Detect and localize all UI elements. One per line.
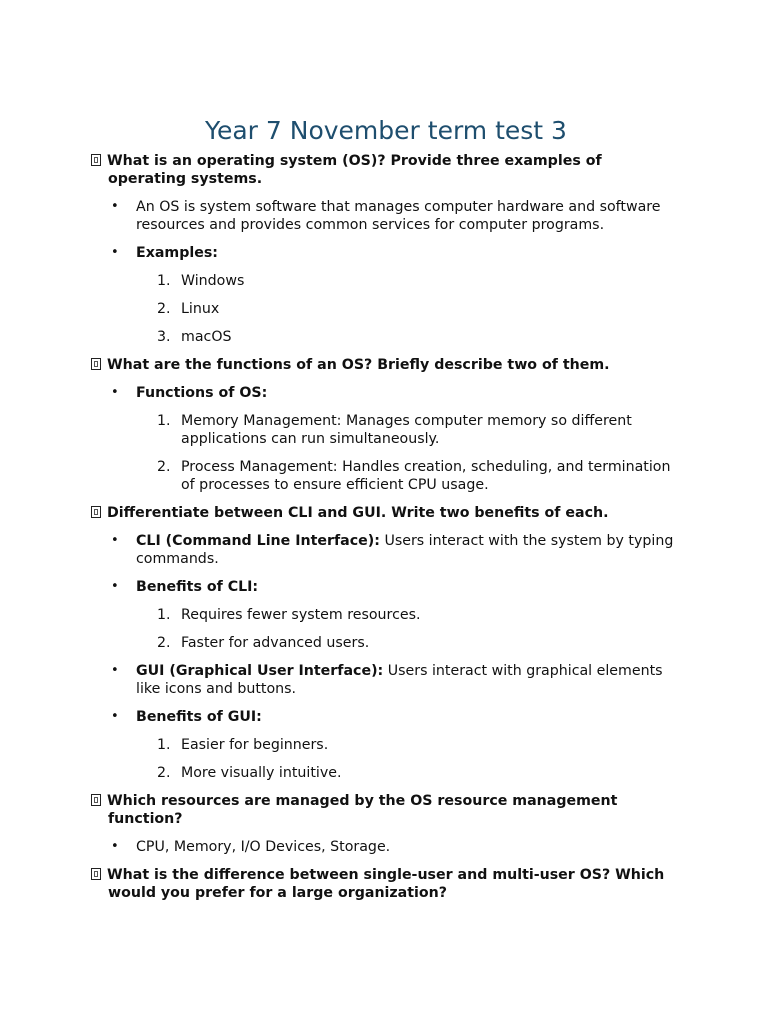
answer-list-3b bbox=[91, 662, 681, 726]
list-item: 1. Requires fewer system resources. bbox=[157, 607, 421, 623]
question-1 bbox=[91, 152, 681, 188]
list-item: 2. Process Management: Handles creation, scheduling, and termination of processes to ensure efficient CPU usage. bbox=[157, 459, 671, 493]
numbered-list-1 bbox=[91, 272, 681, 346]
list-item: 1. Windows bbox=[157, 273, 245, 289]
numbered-list-cli bbox=[91, 606, 681, 652]
question-2 bbox=[91, 356, 681, 374]
list-item: • Benefits of GUI: bbox=[91, 708, 681, 726]
numbered-list-gui bbox=[91, 736, 681, 782]
question-3-text: Differentiate between CLI and GUI. Write two benefits of each. bbox=[107, 505, 609, 521]
question-marker-icon bbox=[91, 794, 101, 806]
list-item: 2. More visually intuitive. bbox=[157, 765, 342, 781]
list-item: 1. Memory Management: Manages computer memory so different applications can run simultaneously. bbox=[157, 413, 632, 447]
question-2-text: What are the functions of an OS? Briefly describe two of them. bbox=[107, 357, 610, 373]
document-title: Year 7 November term test 3 bbox=[205, 116, 567, 145]
answer-list-2 bbox=[91, 384, 681, 402]
question-4 bbox=[91, 792, 681, 828]
question-3 bbox=[91, 504, 681, 522]
question-marker-icon bbox=[91, 154, 101, 166]
answer-list-4 bbox=[91, 838, 681, 856]
question-marker-icon bbox=[91, 868, 101, 880]
list-item: • GUI (Graphical User Interface): Users interact with graphical elements like icons and buttons. bbox=[91, 662, 681, 698]
document-content bbox=[91, 152, 681, 912]
numbered-list-2 bbox=[91, 412, 681, 494]
question-1-text: What is an operating system (OS)? Provide three examples of operating systems. bbox=[107, 153, 602, 187]
list-item: • Functions of OS: bbox=[91, 384, 681, 402]
answer-list-3a bbox=[91, 532, 681, 596]
list-item: • An OS is system software that manages computer hardware and software resources and provides common services for computer programs. bbox=[91, 198, 681, 234]
answer-list-1 bbox=[91, 198, 681, 262]
list-item: • Examples: bbox=[91, 244, 681, 262]
question-5 bbox=[91, 866, 681, 902]
list-item: 2. Faster for advanced users. bbox=[157, 635, 370, 651]
question-marker-icon bbox=[91, 358, 101, 370]
list-item: 3. macOS bbox=[157, 329, 232, 345]
list-item: 2. Linux bbox=[157, 301, 220, 317]
list-item: • CPU, Memory, I/O Devices, Storage. bbox=[91, 838, 681, 856]
list-item: • CLI (Command Line Interface): Users interact with the system by typing commands. bbox=[91, 532, 681, 568]
question-marker-icon bbox=[91, 506, 101, 518]
list-item: • Benefits of CLI: bbox=[91, 578, 681, 596]
question-5-text: What is the difference between single-user and multi-user OS? Which would you prefer for a large organization? bbox=[107, 867, 665, 901]
question-4-text: Which resources are managed by the OS resource management function? bbox=[107, 793, 618, 827]
list-item: 1. Easier for beginners. bbox=[157, 737, 329, 753]
